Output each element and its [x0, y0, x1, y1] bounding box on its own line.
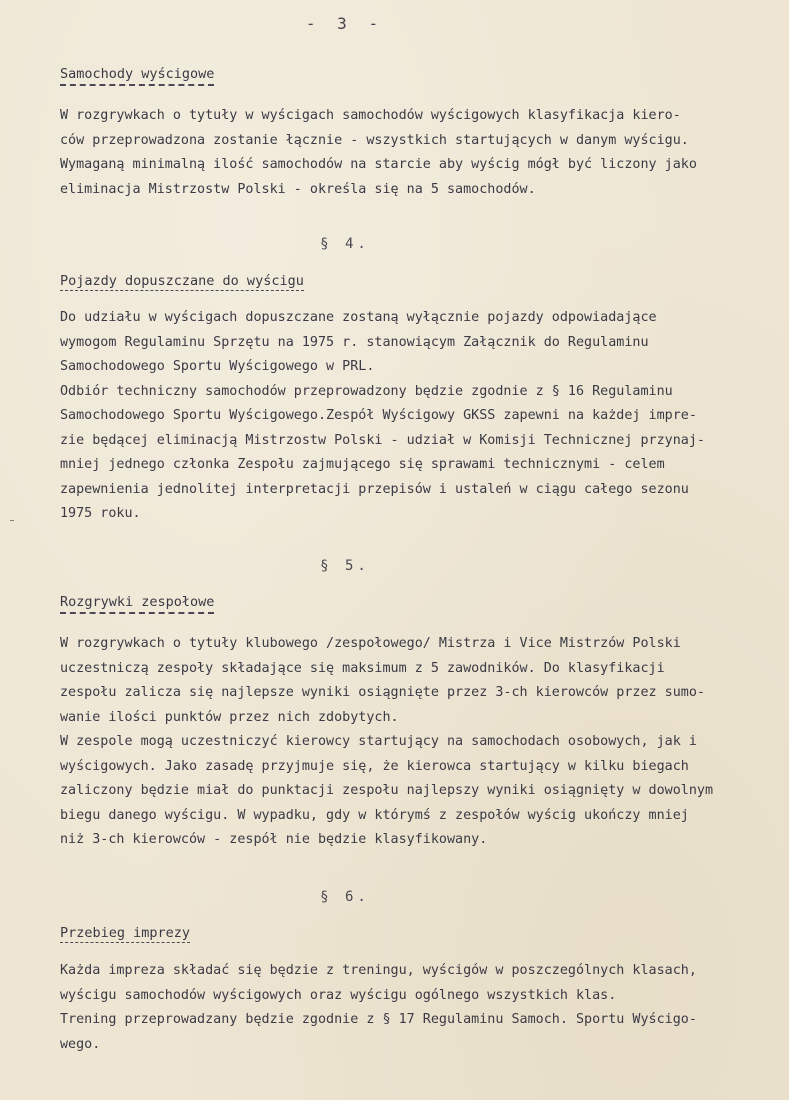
heading-event-course: Przebieg imprezy [60, 925, 191, 941]
section-mark-5: § 5. [320, 558, 370, 574]
section-mark-4: § 4. [320, 236, 370, 252]
text-line: Samochodowego Sportu Wyścigowego w PRL. [60, 359, 375, 374]
text-line: Wymaganą minimalną ilość samochodów na starcie aby wyścig mógł być liczony jako [60, 157, 697, 172]
text-line: niż 3-ch kierowców - zespół nie będzie klasyfikowany. [60, 832, 488, 847]
paragraph-team-competition [60, 632, 772, 853]
paper-mark [10, 520, 14, 521]
text-line: W rozgrywkach o tytuły w wyścigach samochodów wyścigowych klasyfikacja kiero- [60, 108, 681, 123]
text-line: Trening przeprowadzany będzie zgodnie z § 17 Regulaminu Samoch. Sportu Wyścigo- [60, 1012, 697, 1027]
text-line: zespołu zalicza się najlepsze wyniki osiągnięte przez 3-ch kierowców przez sumo- [60, 685, 705, 700]
text-line: 1975 roku. [60, 506, 141, 521]
text-line: wyścigu samochodów wyścigowych oraz wyścigu ogólnego wszystkich klas. [60, 987, 617, 1003]
text-line: Do udziału w wyścigach dopuszczane zostaną wyłącznie pojazdy odpowiadające [60, 310, 657, 325]
text-line: Odbiór techniczny samochodów przeprowadzony będzie zgodnie z § 16 Regulaminu [60, 383, 673, 399]
page-number: - 3 - [305, 14, 385, 33]
text-line: wyścigowych. Jako zasadę przyjmuje się, że kierowca startujący w kilku biegach [60, 758, 689, 774]
text-line: wymogom Regulaminu Sprzętu na 1975 r. stanowiącym Załącznik do Regulaminu [60, 334, 649, 350]
heading-team-competition: Rozgrywki zespołowe [60, 594, 214, 614]
text-line: biegu danego wyścigu. W wypadku, gdy w którymś z zespołów wyścig ukończy mniej [60, 807, 689, 823]
text-line: Każda impreza składać się będzie z treningu, wyścigów w poszczególnych klasach, [60, 963, 697, 978]
section-mark-6: § 6. [320, 889, 370, 905]
text-line: W zespole mogą uczestniczyć kierowcy startujący na samochodach osobowych, jak i [60, 734, 697, 749]
heading-racing-cars: Samochody wyścigowe [60, 66, 214, 86]
text-line: zaliczony będzie miał do punktacji zespołu najlepszy wyniki osiągnięty w dowolnym [60, 783, 714, 798]
text-line: uczestniczą zespoły składające się maksimum z 5 zawodników. Do klasyfikacji [60, 660, 665, 676]
heading-eligible-vehicles: Pojazdy dopuszczane do wyścigu [60, 273, 304, 289]
text-line: wanie ilości punktów przez nich zdobytych. [60, 709, 399, 725]
text-line: eliminacja Mistrzostw Polski - określa się na 5 samochodów. [60, 181, 536, 197]
text-line: mniej jednego członka Zespołu zajmującego się sprawami technicznymi - celem [60, 457, 665, 472]
text-line: W rozgrywkach o tytuły klubowego /zespołowego/ Mistrza i Vice Mistrzów Polski [60, 636, 681, 651]
paragraph-racing-cars [60, 104, 772, 202]
text-line: Samochodowego Sportu Wyścigowego.Zespół Wyścigowy GKSS zapewni na każdej impre- [60, 408, 697, 423]
text-line: zie będącej eliminacją Mistrzostw Polski - udział w Komisji Technicznej przynaj- [60, 432, 705, 448]
text-line: ców przeprowadzona zostanie łącznie - wszystkich startujących w danym wyścigu. [60, 132, 689, 148]
text-line: zapewnienia jednolitej interpretacji przepisów i ustaleń w ciągu całego sezonu [60, 481, 689, 497]
paragraph-event-course [60, 959, 772, 1057]
paragraph-eligible-vehicles [60, 306, 772, 527]
text-line: wego. [60, 1036, 101, 1052]
